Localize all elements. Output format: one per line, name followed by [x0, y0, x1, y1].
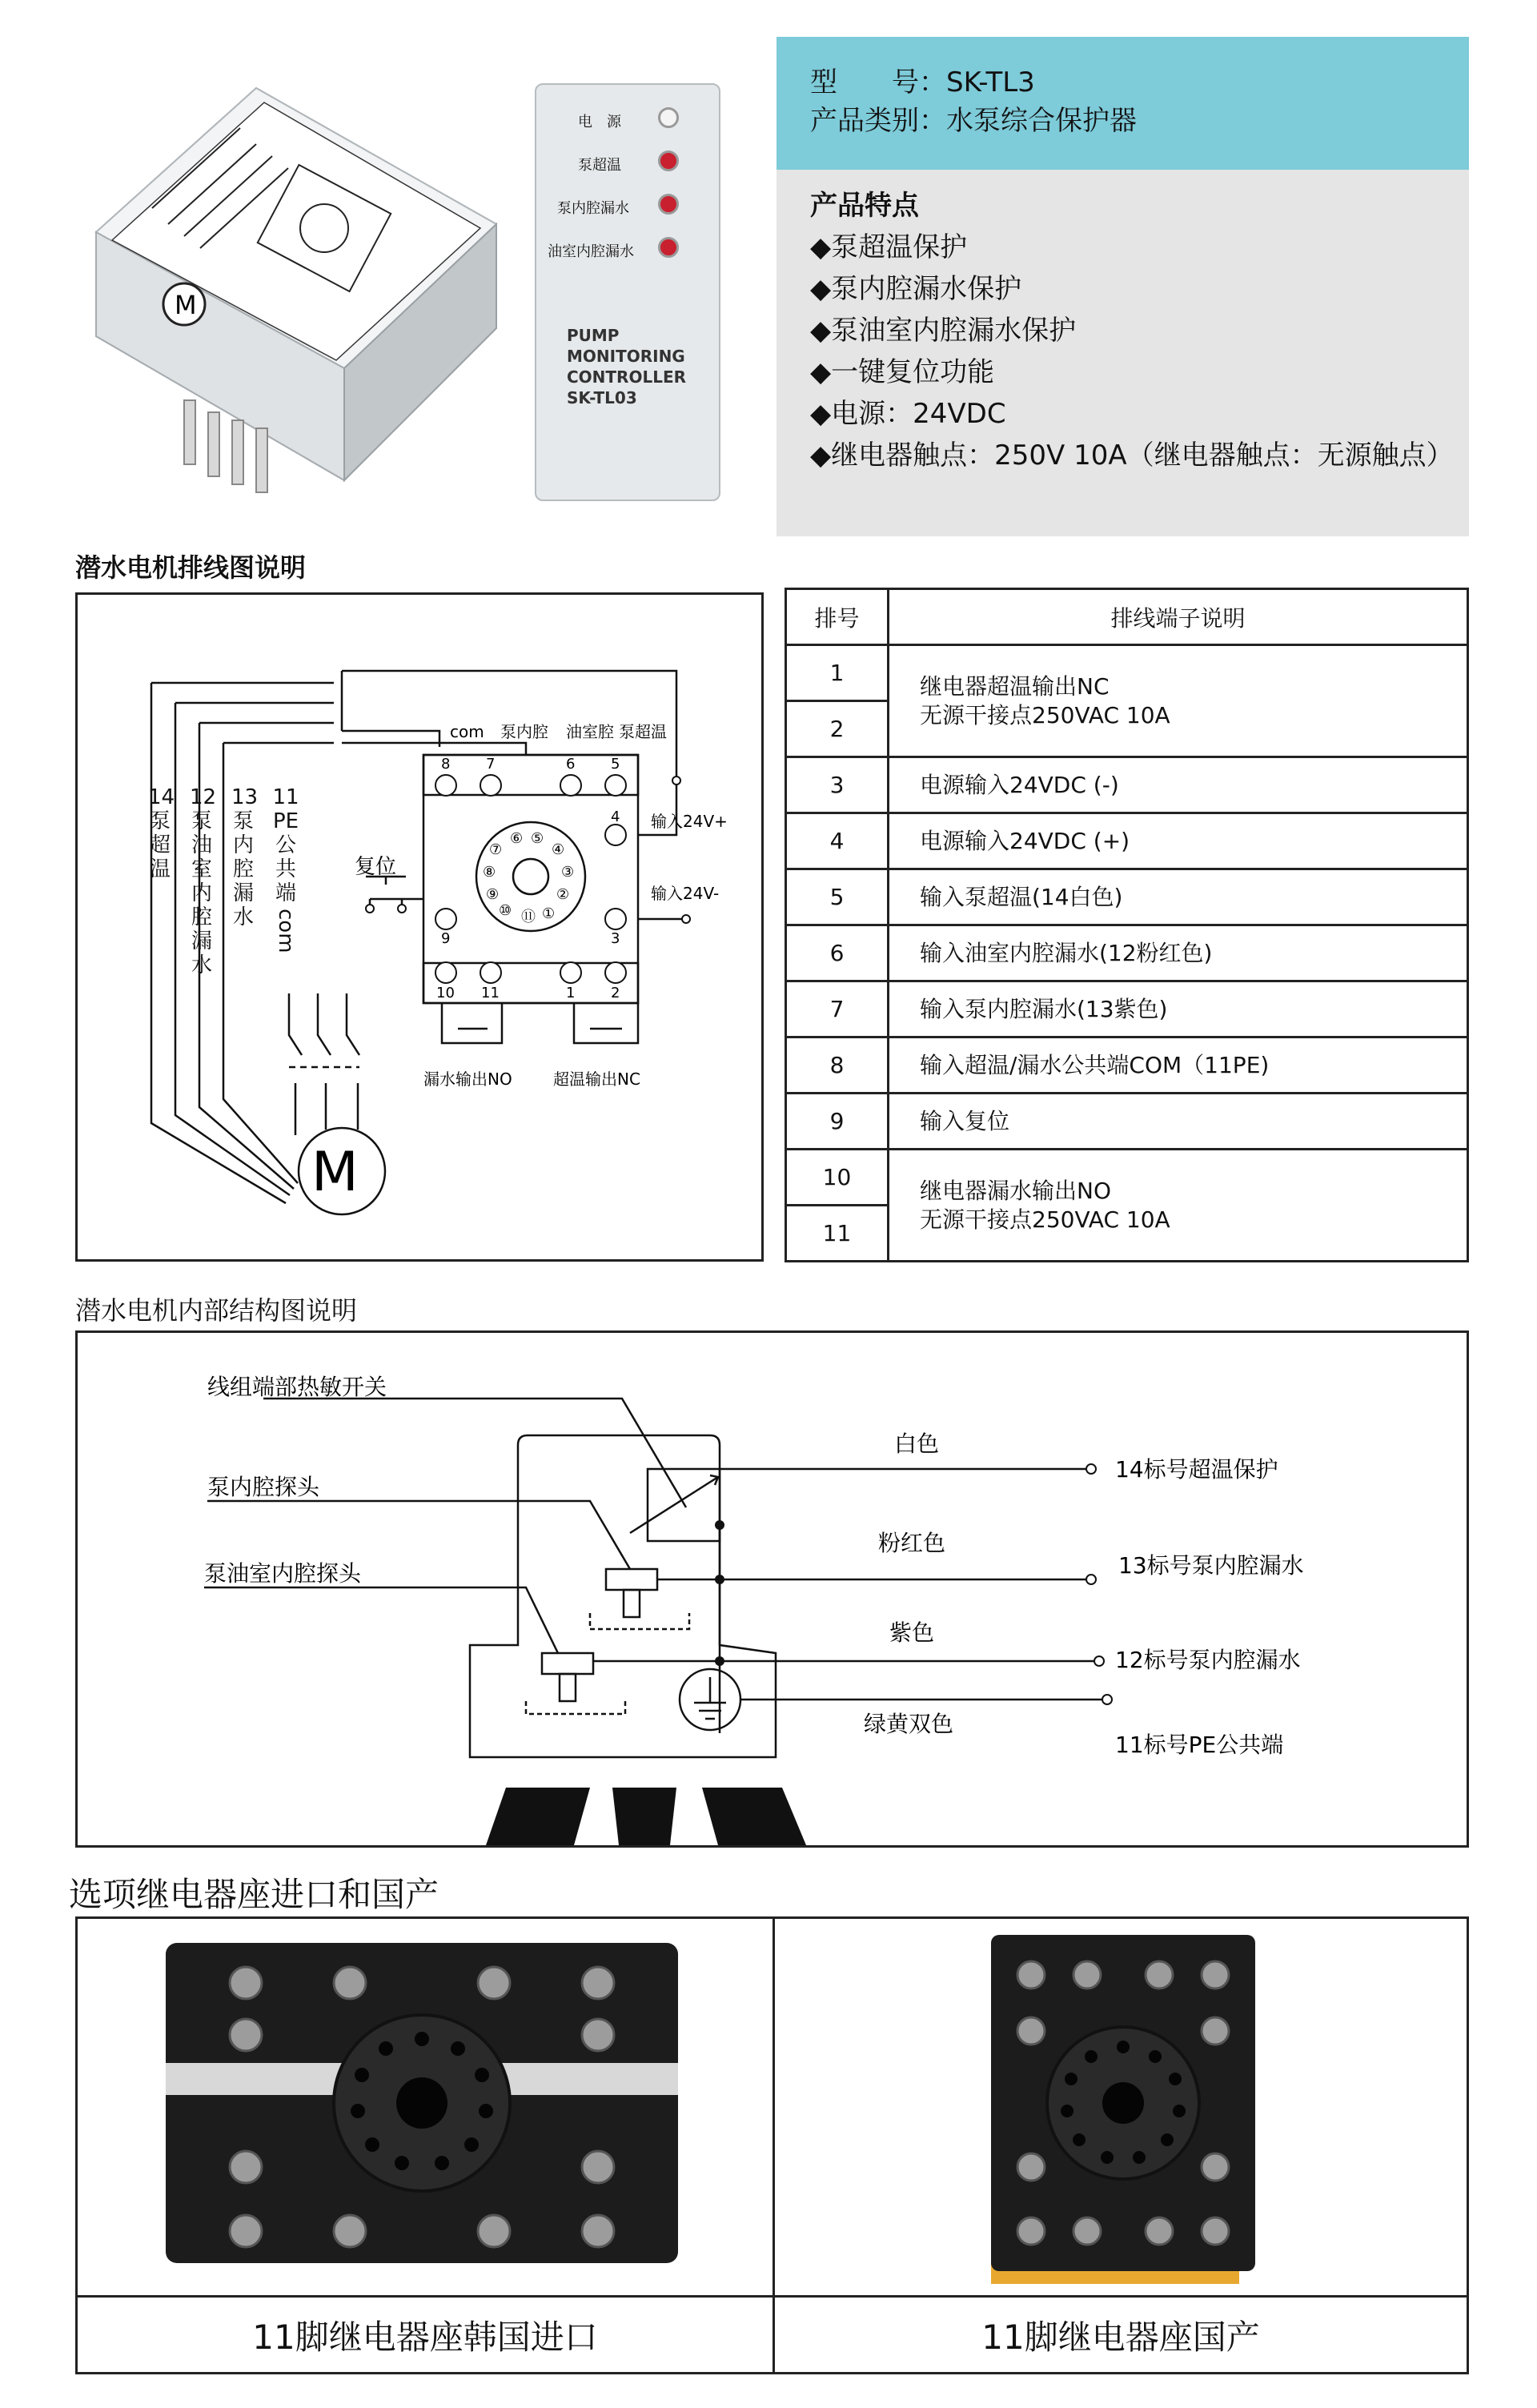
feature-item: ◆泵油室内腔漏水保护 [810, 315, 1077, 347]
row-num: 7 [786, 981, 889, 1037]
terminal-13: 13标号泵内腔漏水 [1118, 1552, 1304, 1579]
oil-leak-led [658, 237, 679, 258]
domestic-socket-frame [773, 1916, 1469, 2374]
label-thermal-switch: 线组端部热敏开关 [207, 1374, 387, 1400]
row-num: 1 [786, 645, 889, 701]
indicator-label-power: 电 源 [578, 114, 621, 130]
pin-9: 9 [441, 930, 451, 947]
terminal-14: 14标号超温保护 [1115, 1456, 1278, 1483]
label-oil: 油室腔 [566, 722, 614, 741]
table-row [786, 925, 1468, 981]
color-purple: 紫色 [889, 1619, 935, 1646]
table-row [786, 645, 1468, 701]
row-desc: 电源输入24VDC (-) [889, 757, 1468, 813]
socket-num: ③ [561, 864, 575, 881]
wiring-diagram-frame [75, 592, 764, 1262]
pin-10: 10 [436, 985, 455, 1001]
wiring-table [785, 588, 1469, 1262]
pin-6: 6 [566, 756, 576, 773]
feature-item: ◆泵超温保护 [810, 231, 968, 263]
pin-3: 3 [611, 930, 620, 947]
label-com: com [450, 722, 484, 741]
device-name: PUMP MONITORING CONTROLLER SK-TL03 [567, 326, 687, 407]
table-row [786, 757, 1468, 813]
imported-caption: 11脚继电器座韩国进口 [252, 2318, 598, 2357]
row-desc: 输入油室内腔漏水(12粉红色) [889, 925, 1468, 981]
socket-num: ⑤ [531, 830, 544, 847]
feature-item: ◆一键复位功能 [810, 356, 995, 388]
imported-socket-photo [78, 1919, 773, 2295]
table-row [786, 1037, 1468, 1094]
cavity-leak-led [658, 194, 679, 215]
row-num: 10 [786, 1150, 889, 1206]
indicator-label-cavity-leak: 泵内腔漏水 [557, 200, 629, 217]
row-num: 2 [786, 701, 889, 757]
terminal-11: 11标号PE公共端 [1115, 1732, 1284, 1758]
pin-5: 5 [611, 756, 620, 773]
label-overtemp: 泵超温 [619, 722, 667, 741]
row-desc: 继电器超温输出NC 无源干接点250VAC 10A [889, 645, 1468, 757]
reset-label: 复位 [355, 855, 397, 879]
color-green-yellow: 绿黄双色 [864, 1711, 954, 1737]
socket-num: ⑩ [499, 902, 512, 919]
socket-num: ① [542, 905, 556, 922]
socket-num: ⑪ [521, 909, 536, 925]
row-num: 9 [786, 1094, 889, 1150]
row-num: 4 [786, 813, 889, 869]
row-desc: 输入超温/漏水公共端COM（11PE) [889, 1037, 1468, 1094]
table-row [786, 981, 1468, 1037]
socket-num: ⑦ [489, 841, 503, 858]
temp-output-label: 超温输出NC [553, 1070, 640, 1089]
wiring-section-title: 潜水电机排线图说明 [75, 552, 307, 583]
domestic-caption: 11脚继电器座国产 [981, 2318, 1260, 2357]
row-desc: 输入泵内腔漏水(13紫色) [889, 981, 1468, 1037]
divider [78, 2295, 773, 2298]
pin-4: 4 [611, 809, 620, 825]
category-line: 产品类别：水泵综合保护器 [810, 105, 1137, 137]
socket-num: ⑧ [483, 864, 496, 881]
pin-2: 2 [611, 985, 620, 1001]
header-desc: 排线端子说明 [889, 589, 1468, 645]
input-plus-label: 输入24V+ [651, 812, 728, 831]
pin-11: 11 [481, 985, 500, 1001]
feature-item: ◆电源：24VDC [810, 398, 1006, 430]
row-num: 6 [786, 925, 889, 981]
domestic-socket-photo [775, 1919, 1467, 2295]
wire-label-13: 13 泵 内 腔 漏 水 [231, 785, 259, 929]
divider [775, 2295, 1467, 2298]
feature-item: ◆继电器触点：250V 10A（继电器触点：无源触点） [810, 439, 1454, 472]
pin-1: 1 [566, 985, 576, 1001]
pin-8: 8 [441, 756, 451, 773]
row-num: 5 [786, 869, 889, 925]
row-num: 8 [786, 1037, 889, 1094]
row-desc: 输入泵超温(14白色) [889, 869, 1468, 925]
table-row [786, 869, 1468, 925]
table-row [786, 1150, 1468, 1206]
wire-label-14: 14 泵 超 温 [148, 785, 175, 881]
input-minus-label: 输入24V- [651, 884, 720, 903]
feature-item: ◆泵内腔漏水保护 [810, 273, 1022, 305]
wire-label-12: 12 泵 油 室 内 腔 漏 水 [190, 785, 217, 977]
table-row [786, 1094, 1468, 1150]
table-row [786, 813, 1468, 869]
sockets-section-title: 选项继电器座进口和国产 [69, 1875, 439, 1914]
label-cavity-probe: 泵内腔探头 [207, 1474, 320, 1500]
wiring-diagram [78, 595, 761, 1259]
indicator-label-oil-leak: 油室内腔漏水 [548, 243, 634, 260]
imported-socket-frame [75, 1916, 775, 2374]
color-white: 白色 [894, 1431, 940, 1457]
row-num: 3 [786, 757, 889, 813]
row-num: 11 [786, 1206, 889, 1262]
socket-num: ⑨ [486, 886, 500, 903]
table-header [786, 589, 1468, 645]
structure-diagram [78, 1333, 1467, 1845]
features-title: 产品特点 [810, 190, 919, 222]
pin-7: 7 [486, 756, 496, 773]
label-oil-probe: 泵油室内腔探头 [204, 1560, 362, 1587]
feature-list [777, 170, 1469, 536]
motor-symbol: M [311, 1141, 359, 1204]
header-num: 排号 [786, 589, 889, 645]
model-line: 型 号：SK-TL3 [810, 66, 1035, 98]
row-desc: 继电器漏水输出NO 无源干接点250VAC 10A [889, 1150, 1468, 1262]
row-desc: 电源输入24VDC (+) [889, 813, 1468, 869]
indicator-label-overtemp: 泵超温 [578, 157, 621, 174]
structure-section-title: 潜水电机内部结构图说明 [75, 1295, 358, 1326]
structure-diagram-frame [75, 1330, 1469, 1848]
spec-header [777, 37, 1469, 170]
front-panel [535, 83, 720, 501]
socket-num: ② [556, 886, 570, 903]
wire-label-11: 11 PE 公 共 端 com [272, 785, 299, 953]
label-cavity: 泵内腔 [500, 722, 548, 741]
row-desc: 输入复位 [889, 1094, 1468, 1150]
svg-text:M: M [175, 290, 197, 320]
power-led [658, 107, 679, 128]
terminal-12: 12标号泵内腔漏水 [1115, 1647, 1301, 1673]
leak-output-label: 漏水输出NO [423, 1070, 512, 1089]
color-pink: 粉红色 [878, 1530, 946, 1556]
socket-num: ④ [552, 841, 565, 858]
socket-num: ⑥ [510, 830, 524, 847]
controller-photo [80, 64, 528, 512]
overtemp-led [658, 150, 679, 171]
